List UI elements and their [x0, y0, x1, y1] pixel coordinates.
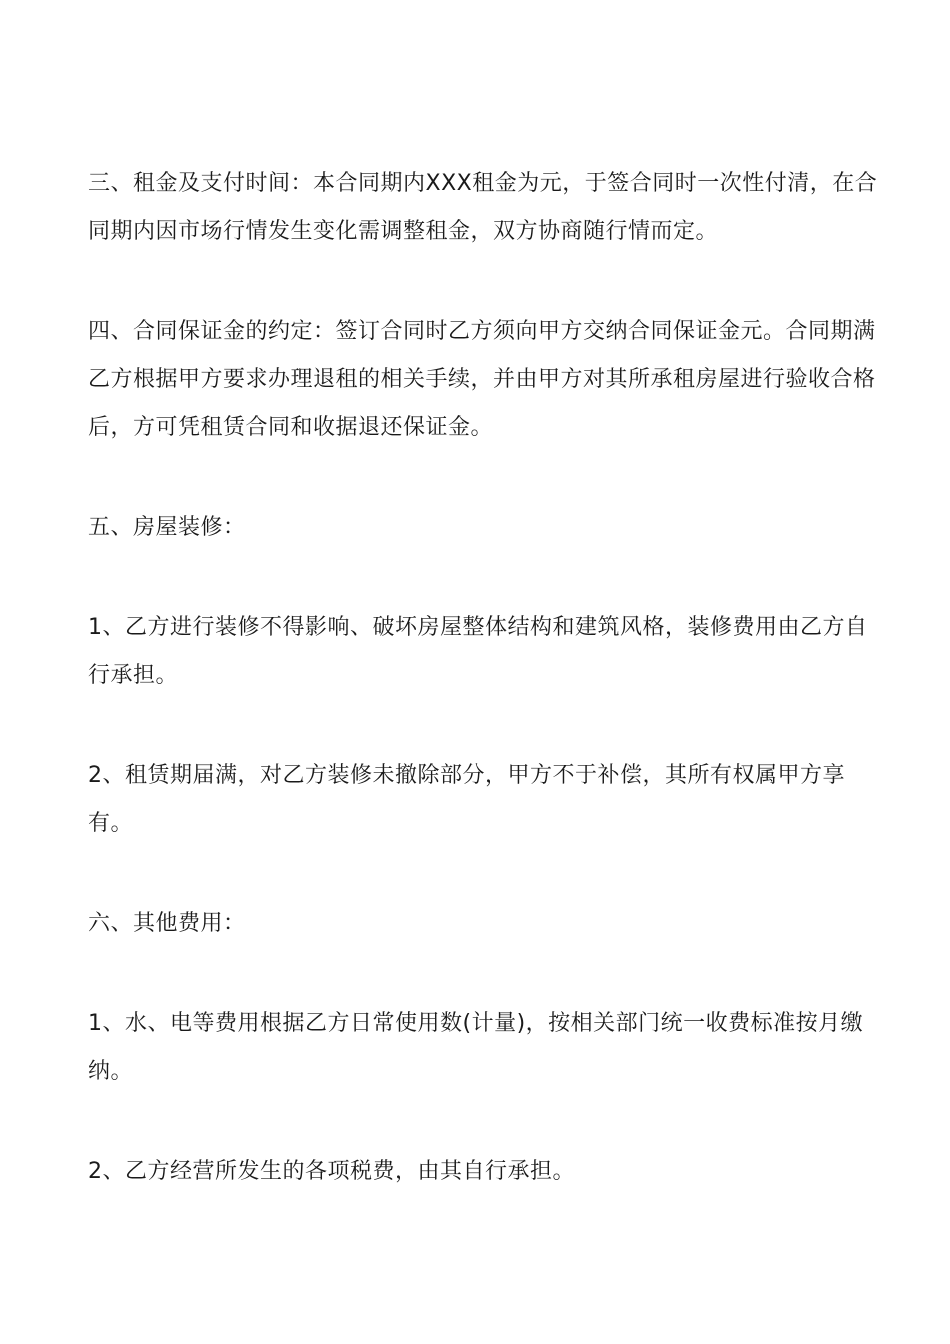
paragraph-fees-2: 2、乙方经营所发生的各项税费，由其自行承担。 [88, 1159, 575, 1184]
heading-other-fees: 六、其他费用： [88, 911, 246, 936]
paragraph-renovation-1: 1、乙方进行装修不得影响、破坏房屋整体结构和建筑风格，装修费用由乙方自行承担。 [88, 615, 868, 688]
paragraph-fees-1: 1、水、电等费用根据乙方日常使用数(计量)，按相关部门统一收费标准按月缴纳。 [88, 1011, 864, 1084]
heading-renovation: 五、房屋装修： [88, 515, 246, 540]
document-body [88, 160, 878, 1248]
paragraph-rent-payment: 三、租金及支付时间：本合同期内XXX租金为元，于签合同时一次性付清，在合同期内因市场行情发生变化需调整租金，双方协商随行情而定。 [88, 171, 878, 244]
paragraph-renovation-2: 2、租赁期届满，对乙方装修未撤除部分，甲方不于补偿，其所有权属甲方享有。 [88, 763, 845, 836]
paragraph-deposit: 四、合同保证金的约定：签订合同时乙方须向甲方交纳合同保证金元。合同期满乙方根据甲方要求办理退租的相关手续，并由甲方对其所承租房屋进行验收合格后，方可凭租赁合同和收据退还保证金。 [88, 319, 876, 440]
